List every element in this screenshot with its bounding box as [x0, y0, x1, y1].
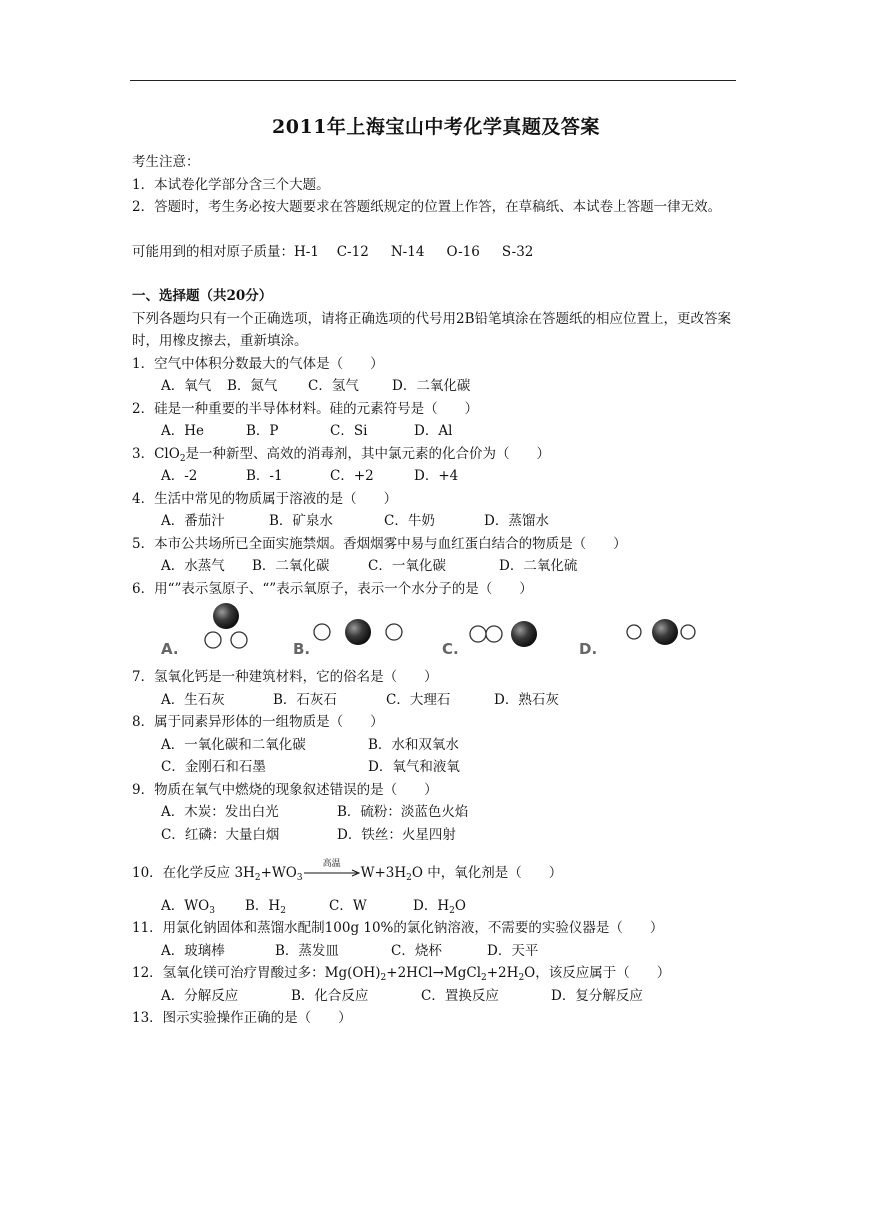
option: A．玻璃棒 — [161, 942, 225, 959]
subscript: 2 — [406, 873, 412, 883]
oxygen-atom — [511, 621, 537, 647]
notice-heading: 考生注意： — [132, 154, 200, 170]
stem-text: +WO — [260, 865, 297, 881]
stem-text: 是一种新型、高效的消毒剂，其中氯元素的化合价为（ ） — [185, 445, 551, 462]
subscript: 2 — [481, 973, 487, 983]
question-options — [132, 940, 742, 963]
hydrogen-atom — [486, 626, 502, 642]
molecule-a-diagram — [196, 602, 256, 654]
question-stem: 2．硅是一种重要的半导体材料。硅的元素符号是（ ） — [132, 400, 479, 417]
option: A．水蒸气 — [161, 558, 225, 574]
option: D．$H_2O$ — [413, 897, 466, 916]
option: D．Al — [414, 423, 453, 439]
subscript: 2 — [179, 453, 186, 464]
question-options — [132, 895, 742, 918]
option: C．牛奶 — [384, 513, 435, 529]
question-options — [132, 801, 742, 824]
option: B．P — [246, 423, 279, 439]
question-stem: 9．物质在氧气中燃烧的现象叙述错误的是（ ） — [132, 781, 438, 798]
question-options — [132, 985, 742, 1008]
option: A．-2 — [161, 468, 198, 484]
question-stem — [132, 859, 742, 885]
header-rule — [130, 80, 736, 81]
option: D．熟石灰 — [494, 691, 559, 708]
question-stem: 11．用氯化钠固体和蒸馏水配制100g 10%的氯化钠溶液，不需要的实验仪器是（ ） — [132, 920, 664, 936]
option: D．蒸馏水 — [484, 513, 549, 529]
question-options — [132, 375, 742, 398]
hydrogen-atom — [231, 632, 247, 648]
question-stem: 8．属于同素异形体的一组物质是（ ） — [132, 714, 384, 730]
molecule-d-diagram — [622, 616, 702, 652]
reaction-arrow — [304, 859, 360, 877]
section-heading: 一、选择题（共20分） — [132, 288, 273, 304]
question-stem: 5．本市公共场所已全面实施禁烟。香烟烟雾中易与血红蛋白结合的物质是（ ） — [132, 535, 627, 552]
option: D．氧气和液氧 — [368, 759, 460, 775]
option-label: D. — [579, 640, 598, 658]
question-stem: 6．用“”表示氢原子、“”表示氧原子，表示一个水分子的是（ ） — [132, 580, 533, 597]
stem-text: W+3H — [360, 865, 407, 881]
stem-text: 10．在化学反应 3H — [132, 865, 255, 881]
option: D．二氧化碳 — [392, 378, 471, 394]
question-options — [132, 420, 742, 443]
question-options — [132, 555, 742, 578]
page-title: 2011年上海宝山中考化学真题及答案 — [272, 116, 600, 138]
option-label: B. — [293, 640, 311, 658]
option: D．复分解反应 — [551, 987, 643, 1004]
stem-text: +2H — [486, 965, 519, 981]
hydrogen-atom — [205, 632, 221, 648]
question-options — [132, 689, 742, 712]
oxygen-atom — [213, 603, 239, 629]
subscript: 2 — [254, 873, 261, 883]
option: A．He — [161, 423, 205, 439]
option: A．$WO_3$ — [161, 897, 215, 916]
question-stem: 4．生活中常见的物质属于溶液的是（ ） — [132, 490, 398, 507]
question-stem: 13．图示实验操作正确的是（ ） — [132, 1010, 352, 1026]
exam-page — [132, 112, 742, 1030]
question-stem — [132, 443, 742, 466]
stem-text: 12．氢氧化镁可治疗胃酸过多：Mg(OH) — [132, 965, 381, 981]
option: C．W — [329, 897, 367, 914]
question-options — [132, 465, 742, 488]
notice-item: 1．本试卷化学部分含三个大题。 — [132, 176, 330, 193]
option: D．+4 — [414, 468, 459, 484]
option: B．化合反应 — [291, 987, 369, 1004]
option-label: C. — [442, 640, 459, 658]
option: A．木炭：发出白光 — [161, 804, 279, 820]
subscript: 2 — [380, 973, 387, 983]
option: B．矿泉水 — [269, 513, 333, 529]
question-stem: 7．氢氧化钙是一种建筑材料，它的俗名是（ ） — [132, 669, 438, 685]
option: B．水和双氧水 — [368, 736, 459, 753]
option: B．蒸发皿 — [275, 942, 339, 959]
option: A．生石灰 — [161, 691, 225, 708]
stem-text: O 中，氧化剂是（ ） — [411, 865, 563, 881]
molecule-options — [132, 602, 742, 664]
question-options — [132, 756, 742, 779]
option: C．一氧化碳 — [368, 558, 446, 574]
option: A．番茄汁 — [161, 513, 225, 529]
option: B．二氧化碳 — [252, 558, 330, 574]
question-stem: 1．空气中体积分数最大的气体是（ ） — [132, 355, 384, 372]
question-options — [132, 824, 742, 847]
option: A．氧气 — [161, 378, 212, 394]
stem-text: O，该反应属于（ ） — [524, 965, 671, 981]
hydrogen-atom — [681, 625, 695, 639]
option: D．二氧化硫 — [499, 558, 578, 574]
option: A．分解反应 — [161, 987, 239, 1004]
option: B．石灰石 — [273, 691, 337, 708]
molecule-c-diagram — [466, 616, 550, 652]
hydrogen-atom — [314, 624, 330, 640]
question-stem — [132, 962, 742, 985]
section-instruction: 下列各题均只有一个正确选项，请将正确选项的代号用2B铅笔填涂在答题纸的相应位置上，更改答案时，用橡皮擦去，重新填涂。 — [132, 310, 732, 349]
option: C．烧杯 — [391, 942, 442, 959]
stem-text: 3．ClO — [132, 445, 180, 462]
reaction-condition: 高温 — [322, 859, 341, 869]
question-options — [132, 510, 742, 533]
option: C．置换反应 — [421, 987, 499, 1004]
subscript: 3 — [296, 873, 303, 883]
arrow-icon — [304, 869, 360, 877]
option-label: A. — [161, 640, 179, 658]
oxygen-atom — [652, 619, 678, 645]
question-options — [132, 734, 742, 757]
option: C．+2 — [330, 468, 374, 484]
option: D．天平 — [487, 942, 539, 959]
option: B．-1 — [246, 468, 283, 484]
option: B．$H_2$ — [245, 897, 286, 916]
hydrogen-atom — [386, 624, 402, 640]
hydrogen-atom — [470, 626, 486, 642]
option: C．大理石 — [386, 691, 451, 708]
option: D．铁丝：火星四射 — [337, 826, 456, 843]
subscript: 2 — [518, 973, 525, 983]
option: C．红磷：大量白烟 — [161, 826, 280, 843]
hydrogen-atom — [627, 625, 641, 639]
option: C．金刚石和石墨 — [161, 759, 266, 775]
option: A．一氧化碳和二氧化碳 — [161, 736, 306, 753]
oxygen-atom — [345, 619, 371, 645]
molecule-b-diagram — [308, 616, 404, 652]
option: B．氮气 — [227, 378, 278, 394]
option: C．氢气 — [308, 378, 359, 394]
atomic-masses: 可能用到的相对原子质量：H-1 C-12 N-14 O-16 S-32 — [132, 243, 534, 260]
notice-item: 2．答题时，考生务必按大题要求在答题纸规定的位置上作答，在草稿纸、本试卷上答题一律无效。 — [132, 199, 722, 215]
option: B．硫粉：淡蓝色火焰 — [337, 804, 469, 820]
option: C．Si — [330, 423, 368, 439]
stem-text: +2HCl→MgCl — [386, 965, 482, 981]
